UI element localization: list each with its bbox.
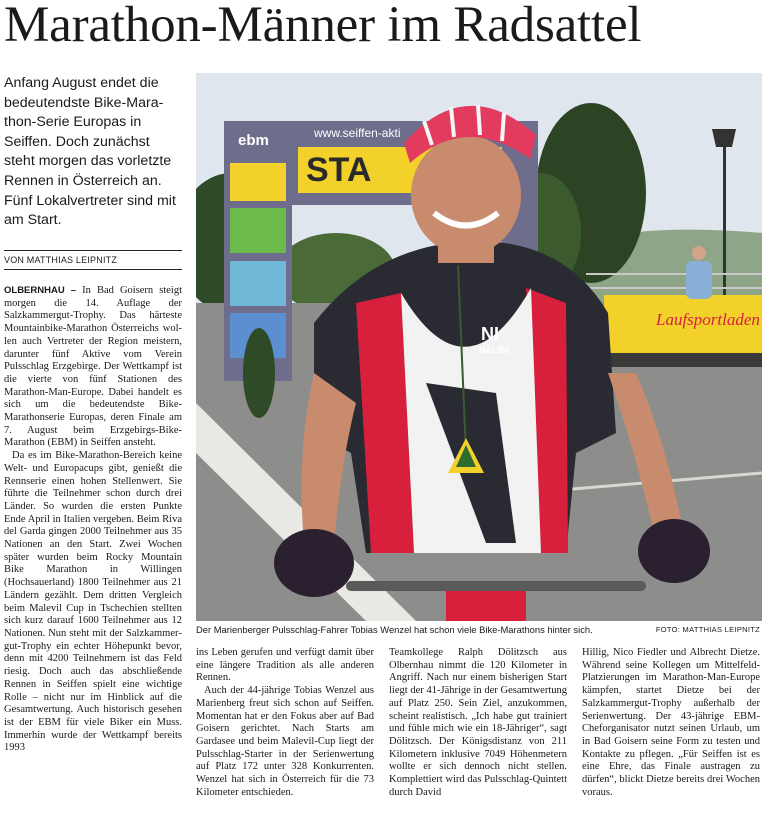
sponsor-text: Laufsportladen [656, 310, 760, 329]
text-column-3 [389, 647, 567, 823]
byline: VON MATTHIAS LEIPNITZ [4, 255, 118, 265]
jersey-brand-text: NALINI [479, 345, 509, 355]
jersey-logo-text: NI [481, 324, 499, 344]
paragraph: Teamkollege Ralph Dölitzsch aus Olbernhau nimmt die 120 Kilometer in Angriff. Nach nur einem bisherigen Start liegt der 41-Jährige in der Gesamtwertung auf Platz 250. Sein Ziel, anzukommen, scheint realistisch. „Ich habe gut trainiert und fühle mich wie ein 18-Jähriger“, sagt Dölitzsch. Der Königsdistanz von 211 Kilometern inklusive 7049 Höhenmetern wollte er sich dennoch nicht stellen. Komplettiert wird das Pulsschlag-Quintett durch David [389, 647, 567, 798]
article-photo [196, 73, 762, 621]
text-column-2 [196, 647, 374, 823]
paragraph: OLBERNHAU – In Bad Goisern steigt morgen die 14. Auflage der Salzkammergut-Trophy. Das härteste Mountainbike-Marathon Österreichs wollen auch Vertreter der Region meistern, darunter fünf Aktive vom Verein Pulsschlag Erzgebirge. Der Wettkampf ist die vierte von fünf Stationen des Marathon-Man-Europe. Dabei handelt es sich um die bedeutendste Bike-Marathonserie Europas, deren Finale am 7. August beim Erzgebirgs-Bike-Marathon (EBM) in Seiffen ansteht. [4, 285, 182, 449]
banner-url-text: www.seiffen-akti [314, 126, 401, 140]
photo-caption: Der Marienberger Pulsschlag-Fahrer Tobias Wenzel hat schon viele Bike-Marathons hinter sich. [196, 624, 593, 635]
paragraph: Da es im Bike-Marathon-Bereich keine Welt- und Europacups gibt, genießt die Rennserie einen hohen Stellenwert. Sie führte die Teilnehmer schon durch drei Länder. So wurden die ersten Punkte Ende April in Italien vergeben. Beim Riva del Garda gingen 2000 Teilnehmer aus 35 Nationen an den Start. Zwei Wochen später wurden beim Rocky Mountain Bike Marathon in Willingen (Hochsauerland) 1800 Teilnehmer aus 21 Ländern gezählt. Dem dritten Vergleich beim Malevil Cup in Tschechien stellten sich kurz darauf 1600 Teilnehmer aus 12 Nationen. Nun steht mit der Salzkammergut-Trophy ein echter Höhepunkt bevor, denn mit 4200 Teilnehmern ist das Feld riesig. Doch auch das abschließende Rennen in Seiffen spielt eine wichtige Rolle – nicht nur im Hinblick auf die Gesamtwertung. Auch historisch gesehen ist der EBM für viele Biker ein Muss. Immerhin wurde der Wettkampf bereits 1993 [4, 450, 182, 754]
banner-start-text: STA [306, 151, 372, 189]
text-column-4 [582, 647, 760, 823]
photo-credit: FOTO: MATTHIAS LEIPNITZ [655, 625, 760, 634]
byline-divider [4, 269, 182, 270]
lead-divider [4, 250, 182, 251]
photo-caption-row [196, 623, 762, 637]
paragraph: Hillig, Nico Fiedler und Albrecht Dietze. Während seine Kollegen um Mittelfeld-Platzierungen im Marathon-Man-Europe kämpfen, startet Dietze bei der Salzkammergut-Trophy außerhalb der Serienwertung. Der 43-jährige EBM-Cheforganisator nutzt seinen Urlaub, um in Bad Goisern seine Form zu testen und Kontakte zu pflegen. „Für Seiffen ist es eine Ehre, das Finale austragen zu dürfen“, blickt Dietze bereits drei Wochen voraus. [582, 647, 760, 798]
article-lead: Anfang August endet die bedeutendste Bike-Marathon-Serie Europas in Seiffen. Doch zunächst steht morgen das vorletzte Rennen in Österreich an. Fünf Lokalvertreter sind mit am Start. [4, 75, 176, 229]
text-column-1 [4, 285, 182, 823]
paragraph: Auch der 44-jährige Tobias Wenzel aus Marienberg freut sich schon auf Seiffen. Momentan hat er den Fokus aber auf Bad Goisern gerichtet. Nach Starts am Gardasee und beim Malevil-Cup liegt der Pulsschlag-Starter in der Serienwertung auf Platz 172 unter 328 Konkurrenten. Wenzel hat sich in Österreich für die 73 Kilometer entschieden. [196, 685, 374, 798]
dateline: OLBERNHAU – [4, 285, 77, 296]
article-headline: Marathon-Männer im Radsattel [4, 0, 642, 53]
ebm-logo-text: ebm [238, 132, 269, 149]
cyclist-photo-illustration [196, 73, 762, 621]
paragraph: ins Leben gerufen und verfügt damit über eine längere Tradition als alle anderen Rennen. [196, 647, 374, 684]
